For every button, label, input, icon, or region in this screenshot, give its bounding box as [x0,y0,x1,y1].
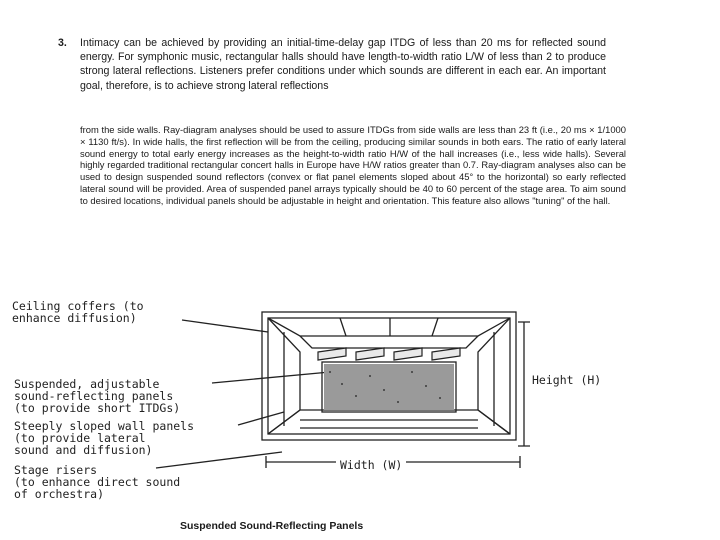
label-height: Height (H) [532,373,602,387]
figure-caption: Suspended Sound-Reflecting Panels [180,520,364,532]
label-panels: Suspended, adjustable sound-reflecting panels (to provide short ITDGs) [14,377,181,415]
ray-diagram-paragraph: from the side walls. Ray-diagram analyses should be used to assure ITDGs from side walls are less than 23 ft (i.e., 20 ms × 1/1000 × 1130 ft/s). In wide halls, the first reflection will be from the ceiling, producing similar sounds in both ears. The ratio of early lateral sound energy to total early energy increases as the height-to-width ratio H/W of the hall increases (i.e., less wide halls). Several highly regarded traditional rectangular concert halls in Europe have H/W ratios greater than 0.7. Ray-diagram analyses also can be used to design suspended sound reflectors (convex or flat panel elements sloped about 45° to the horizontal) so early reflected lateral sound will be provided. Area of suspended panel arrays typically should be 40 to 60 percent of the stage area. To aim sound to desired locations, individual panels should be adjustable in height and orientation. This feature also allows "tuning" of the hall. [80,124,626,206]
label-ceiling: Ceiling coffers (to enhance diffusion) [12,299,144,325]
label-walls: Steeply sloped wall panels (to provide lateral sound and diffusion) [14,419,195,457]
intimacy-paragraph [58,36,606,93]
item-number: 3. [58,37,67,49]
suspended-panel [356,348,384,360]
label-risers: Stage risers (to enhance direct sound of orchestra) [14,463,181,501]
suspended-panel [432,348,460,360]
suspended-panel [318,348,346,360]
label-width: Width (W) [336,459,406,471]
intimacy-text: Intimacy can be achieved by providing an initial-time-delay gap ITDG of less than 20 ms for reflected sound energy. For symphonic music, rectangular halls should have length-to-width ratio L/W of less than 2 to produce strong lateral reflections. Listeners prefer conditions under which sounds are different in each ear. An important goal, therefore, is to achieve strong lateral reflections [80,37,606,92]
hall-section-diagram [0,292,720,525]
suspended-panel [394,348,422,360]
